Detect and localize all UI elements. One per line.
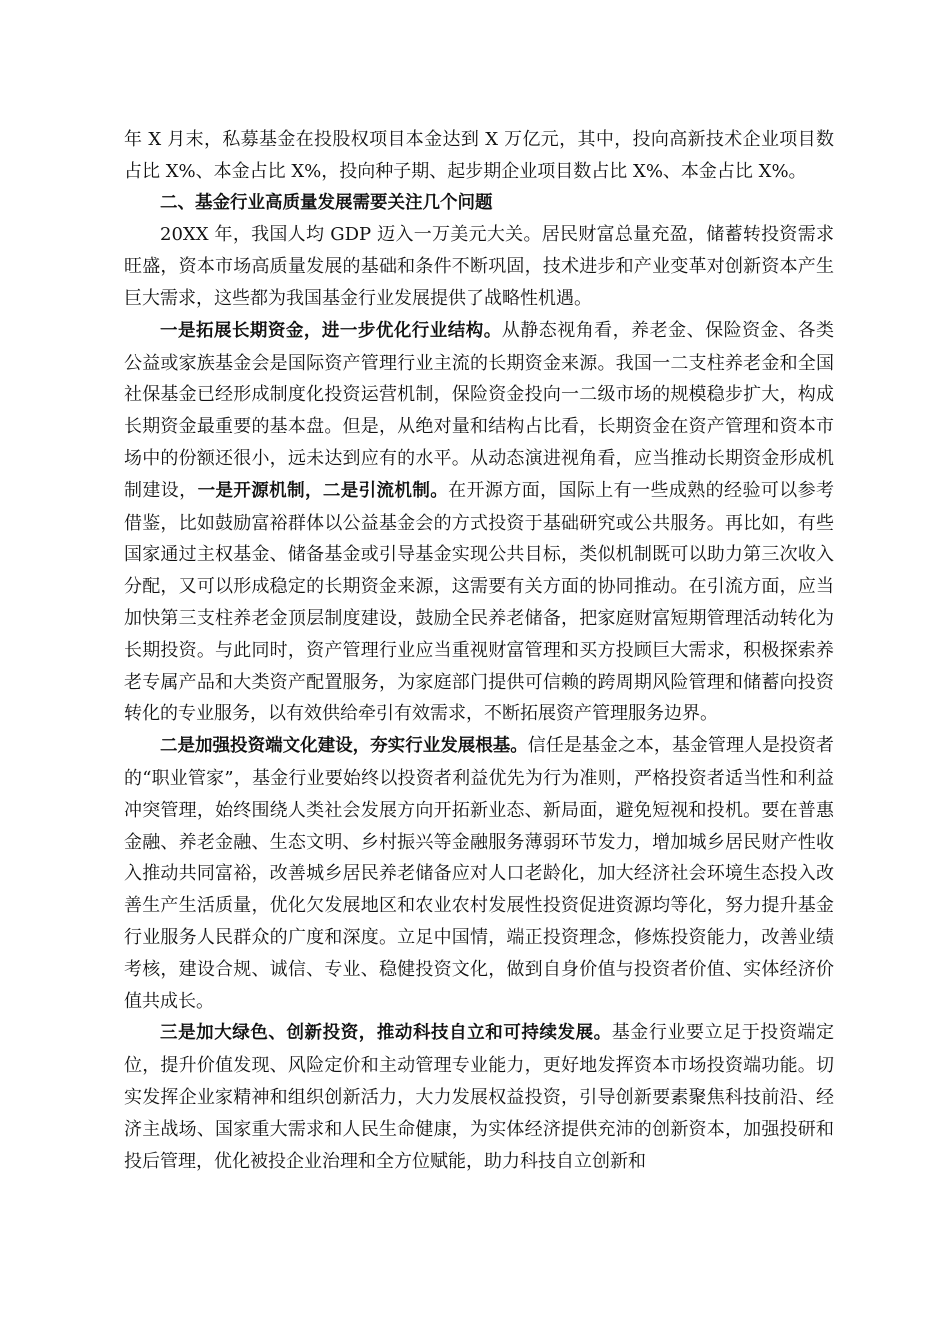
- point-two-lead: 二是加强投资端文化建设，夯实行业发展根基。: [160, 736, 528, 757]
- point-two-text: 信任是基金之本，基金管理人是投资者的“职业管家”，基金行业要始终以投资者利益优先为行为准则，严格投资者适当性和利益冲突管理，始终围绕人类社会发展方向开拓新业态、新局面，避免短视和投机。要在普惠金融、养老金融、生态文明、乡村振兴等金融服务薄弱环节发力，增加城乡居民财产性收入推动共同富裕，改善城乡居民养老储备应对人口老龄化，加大经济社会环境生态投入改善生产生活质量，优化欠发展地区和农业农村发展性投资促进资源均等化，努力提升基金行业服务人民群众的广度和深度。立足中国情，端正投资理念，修炼投资能力，改善业绩考核，建设合规、诚信、专业、稳健投资文化，做到自身价值与投资者价值、实体经济价值共成长。: [124, 735, 835, 1012]
- point-one-text-b: 在开源方面，国际上有一些成熟的经验可以参考借鉴，比如鼓励富裕群体以公益基金会的方式投资于基础研究或公共服务。再比如，有些国家通过主权基金、储备基金或引导基金实现公共目标，类似机制既可以助力第三次收入分配，又可以形成稳定的长期资金来源，这需要有关方面的协同推动。在引流方面，应当加快第三支柱养老金顶层制度建设，鼓励全民养老储备，把家庭财富短期管理活动转化为长期投资。与此同时，资产管理行业应当重视财富管理和买方投顾巨大需求，积极探索养老专属产品和大类资产配置服务，为家庭部门提供可信赖的跨周期风险管理和储蓄向投资转化的专业服务，以有效供给牵引有效需求，不断拓展资产管理服务边界。: [124, 479, 835, 725]
- point-one-lead: 一是拓展长期资金，进一步优化行业结构。: [160, 320, 502, 341]
- section-heading: 二、基金行业高质量发展需要关注几个问题: [160, 192, 493, 213]
- context-paragraph: 20XX 年，我国人均 GDP 迈入一万美元大关。居民财富总量充盈，储蓄转投资需求旺盛，资本市场高质量发展的基础和条件不断巩固，技术进步和产业变革对创新资本产生巨大需求，这些都为我国基金行业发展提供了战略性机遇。: [124, 224, 834, 309]
- point-one-text-a: 从静态视角看，养老金、保险资金、各类公益或家族基金会是国际资产管理行业主流的长期资金来源。我国一二支柱养老金和全国社保基金已经形成制度化投资运营机制，保险资金投向一二级市场的规模稳步扩大，构成长期资金最重要的基本盘。但是，从绝对量和结构占比看，长期资金在资产管理和资本市场中的份额还很小，远未达到应有的水平。从动态演进视角看，应当推动长期资金形成机制建设，: [124, 319, 835, 501]
- point-one-inline-bold: 一是开源机制，二是引流机制。: [197, 480, 449, 501]
- document-body: [124, 124, 834, 1177]
- point-three-paragraph: [124, 1017, 834, 1177]
- point-two-paragraph: [124, 730, 834, 1017]
- intro-paragraph: 年 X 月末，私募基金在投股权项目本金达到 X 万亿元，其中，投向高新技术企业项目数占比 X%、本金占比 X%，投向种子期、起步期企业项目数占比 X%、本金占比 X%。: [124, 129, 834, 182]
- point-three-lead: 三是加大绿色、创新投资，推动科技自立和可持续发展。: [160, 1023, 612, 1044]
- point-one-paragraph: [124, 315, 834, 730]
- point-three-text: 基金行业要立足于投资端定位，提升价值发现、风险定价和主动管理专业能力，更好地发挥资本市场投资端功能。切实发挥企业家精神和组织创新活力，大力发展权益投资，引导创新要素聚焦科技前沿、经济主战场、国家重大需求和人民生命健康，为实体经济提供充沛的创新资本，加强投研和投后管理，优化被投企业治理和全方位赋能，助力科技自立创新和: [124, 1022, 834, 1172]
